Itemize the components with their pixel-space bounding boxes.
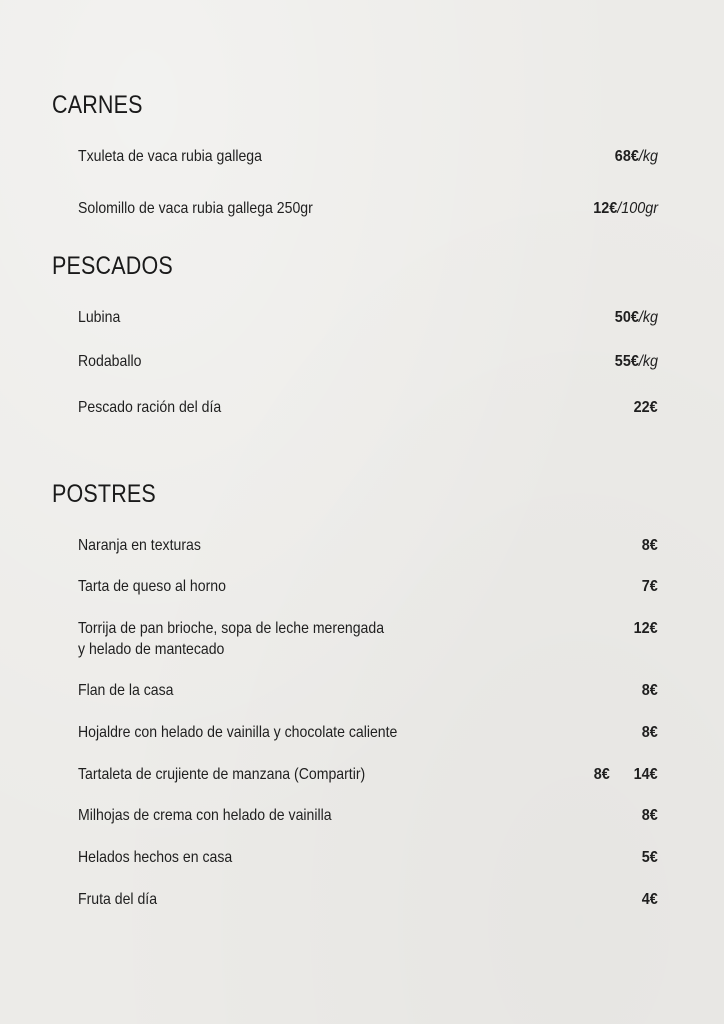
item-name: Rodaballo [78,353,142,370]
item-name: Lubina [78,309,121,326]
item-price: 5€ [641,849,658,866]
price-unit: /kg [638,353,658,370]
price-unit: /kg [638,148,658,165]
item-name: Flan de la casa [78,682,174,699]
item-name: Helados hechos en casa [78,849,233,866]
item-name: Naranja en texturas [78,537,201,554]
item-price-half: 8€ [593,766,610,783]
item-name: Tarta de queso al horno [78,578,226,595]
item-name [78,618,483,660]
item-name: Pescado ración del día [78,399,222,416]
section-title-carnes: CARNES [52,91,143,119]
item-name-line: y helado de mantecado [78,641,225,658]
item-price: 50€/kg [614,309,658,326]
item-price: 4€ [641,891,658,908]
item-name: Tartaleta de crujiente de manzana (Compartir) [78,766,366,783]
item-name: Txuleta de vaca rubia gallega [78,148,262,165]
item-price: 8€ [641,807,658,824]
item-price: 8€ [641,724,658,741]
item-price: 8€ [641,537,658,554]
item-name: Fruta del día [78,891,158,908]
item-name: Solomillo de vaca rubia gallega 250gr [78,200,313,217]
price-unit: /100gr [617,200,658,217]
item-price: 55€/kg [614,353,658,370]
item-name-line: Torrija de pan brioche, sopa de leche merengada [78,620,385,637]
item-name: Milhojas de crema con helado de vainilla [78,807,332,824]
item-price: 68€/kg [614,148,658,165]
section-title-pescados: PESCADOS [52,252,173,280]
section-title-postres: POSTRES [52,480,156,508]
item-price: 8€ [641,682,658,699]
item-price: 12€ [633,620,658,637]
item-price: 12€/100gr [593,200,658,217]
item-price: 14€ [633,766,658,783]
item-name: Hojaldre con helado de vainilla y chocolate caliente [78,724,398,741]
item-price: 22€ [633,399,658,416]
price-unit: /kg [638,309,658,326]
item-price: 7€ [641,578,658,595]
